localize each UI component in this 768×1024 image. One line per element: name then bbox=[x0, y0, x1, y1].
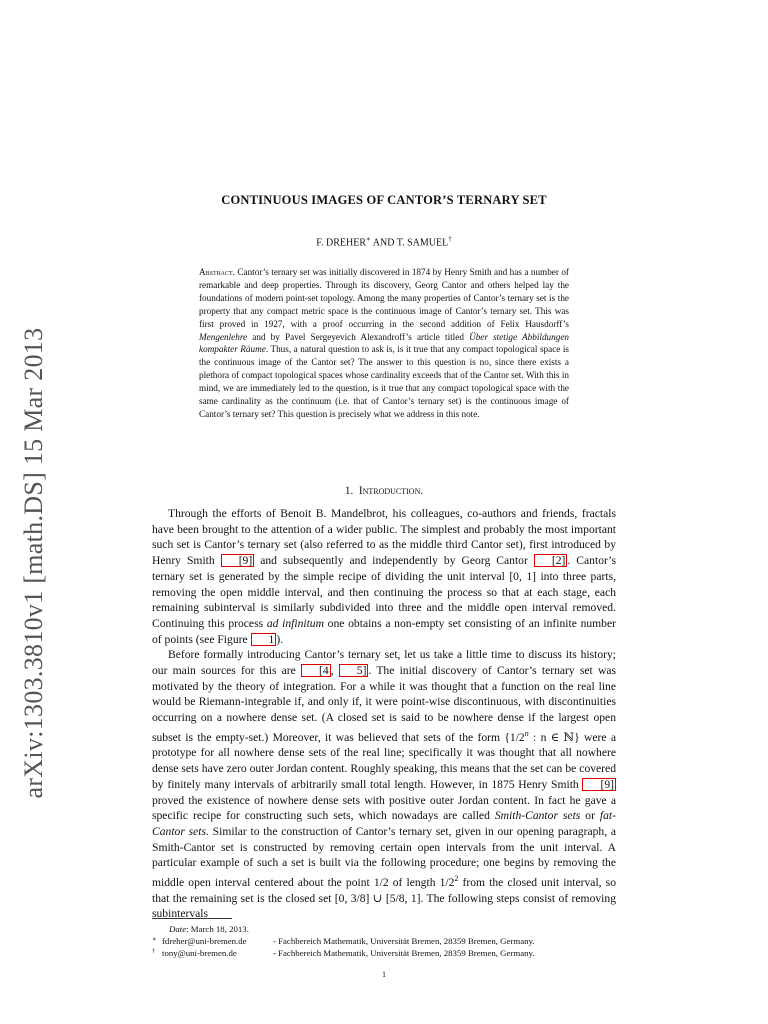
p2-text-c: : n ∈ ℕ} were a prototype for all nowhere dense sets of the real line; specifically it was thought that all nowhere dense sets have zero outer Jordan content. Roughly speaking, this means that the set can be covered by finitely many intervals of arbitrarily small total length. However, in 1875 Henry Smith bbox=[152, 730, 616, 791]
date-footnote bbox=[152, 923, 616, 935]
footnotes bbox=[152, 923, 616, 960]
author-mark-1: ∗ bbox=[366, 235, 371, 243]
p1-text-c: . Cantor’s ternary set is generated by the simple recipe of dividing the unit interval [0, 1] into three parts, removing the open middle interval, and then continuing the process so that at each stage, each remaining subinterval is similarly subdivided into three and the middle open interval removed. Continuing this process bbox=[152, 554, 617, 630]
introduction-body bbox=[152, 506, 616, 922]
abstract-mengenlehre: Mengenlehre bbox=[199, 331, 248, 342]
abstract-text-1: Cantor’s ternary set was initially discovered in 1874 by Henry Smith and has a number of remarkable and deep properties. Through its discovery, Georg Cantor and others helped lay the foundations of modern point-set topology. Among the many properties of Cantor’s ternary set is the property that any compact metric space is the continuous image of Cantor’s ternary set. This was first proved in 1927, with a proof occurring in the second addition of Felix Hausdorff’s bbox=[199, 267, 569, 329]
p2-citation-separator: , bbox=[330, 664, 339, 678]
footnote-mark-2: † bbox=[152, 948, 156, 956]
footnote-rule bbox=[152, 918, 232, 919]
email-dreher[interactable]: fdreher@uni-bremen.de bbox=[162, 936, 247, 947]
p1-text-b: and subsequently and independently by Georg Cantor bbox=[254, 554, 534, 568]
affiliation-dreher: - Fachbereich Mathematik, Universität Bremen, 28359 Bremen, Germany. bbox=[273, 936, 535, 947]
abstract-label: Abstract. bbox=[199, 267, 235, 277]
citation-link-2[interactable]: [2] bbox=[534, 554, 568, 567]
p2-or: or bbox=[580, 809, 600, 823]
p2-text-d: proved the existence of nowhere dense sets with positive outer Jordan content. In fact he gave a specific recipe for constructing such sets, which nowadays are called bbox=[152, 793, 616, 823]
citation-link-9[interactable]: [9] bbox=[221, 554, 255, 567]
author-connector: AND bbox=[370, 237, 397, 249]
p2-text-f: from the closed unit interval, so that the remaining set is the closed set [0, 3/8] ∪ [5/8, 1]. The following steps consist of removing subintervals bbox=[152, 875, 616, 921]
date-value: : March 18, 2013. bbox=[186, 924, 249, 934]
p2-fat-cantor-sets: fat-Cantor sets bbox=[152, 809, 616, 838]
citation-link-4[interactable]: [4 bbox=[301, 664, 331, 677]
footnote-dreher bbox=[152, 935, 616, 947]
paper-title: CONTINUOUS IMAGES OF CANTOR’S TERNARY SET bbox=[221, 193, 547, 207]
paragraph-2 bbox=[152, 647, 616, 922]
abstract-text-3: . Thus, a natural question to ask is, is it true that any compact topological space is the continuous image of the Cantor set? The answer to this question is no, since there exists a plethora of compact topological spaces whose cardinality exceeds that of the Cantor set. With this in mind, we are immediately led to the question, is it true that any compact topological space with the same cardinality as the continuum (i.e. that of Cantor’s ternary set) is the continuous image of Cantor’s ternary set? This question is precisely what we address in this note. bbox=[199, 344, 569, 419]
author-dreher: F. DREHER bbox=[316, 237, 367, 249]
arxiv-identifier-stamp: arXiv:1303.3810v1 [math.DS] 15 Mar 2013 bbox=[19, 327, 48, 799]
figure-link-1[interactable]: 1 bbox=[251, 633, 277, 646]
citation-link-5[interactable]: 5] bbox=[339, 664, 369, 677]
page-number: 1 bbox=[382, 970, 386, 979]
footnote-samuel bbox=[152, 947, 616, 959]
section-title: Introduction. bbox=[358, 485, 424, 497]
p1-text-d: one obtains a non-empty set consisting of an infinite number of points (see Figure bbox=[152, 616, 616, 646]
p2-text-e: . Similar to the construction of Cantor’s ternary set, given in our opening paragraph, a Smith-Cantor set is constructed by removing certain open intervals from the unit interval. A particular example of such a set is built via the following procedure; one begins by removing the middle open interval centered about the point 1/2 of length 1/2 bbox=[152, 824, 616, 889]
p1-text-e: ). bbox=[276, 632, 284, 646]
abstract bbox=[199, 266, 569, 421]
author-mark-2: † bbox=[448, 235, 452, 243]
citation-link-9b[interactable]: [9] bbox=[582, 778, 616, 791]
section-number: 1. bbox=[344, 485, 354, 497]
abstract-text-2: and by Pavel Sergeyevich Alexandroff’s article titled bbox=[247, 331, 470, 342]
date-label: Date bbox=[169, 924, 187, 934]
email-samuel[interactable]: tony@uni-bremen.de bbox=[162, 948, 237, 959]
p1-ad-infinitum: ad infinitum bbox=[266, 616, 324, 630]
section-heading-introduction bbox=[0, 485, 768, 497]
footnote-mark-1: ∗ bbox=[152, 936, 157, 944]
p2-text-a: Before formally introducing Cantor’s ternary set, let us take a little time to discuss its history; our main sources for this are bbox=[152, 648, 616, 678]
p2-superscript-n: n bbox=[524, 728, 529, 738]
author-samuel: T. SAMUEL bbox=[396, 237, 449, 249]
p2-superscript-2: 2 bbox=[454, 874, 459, 884]
abstract-article-title: Über stetige Abbildungen kompakter Räume bbox=[199, 331, 569, 355]
affiliation-samuel: - Fachbereich Mathematik, Universität Bremen, 28359 Bremen, Germany. bbox=[273, 948, 535, 959]
paragraph-1 bbox=[152, 506, 616, 647]
author-line bbox=[0, 235, 768, 248]
p2-smith-cantor-sets: Smith-Cantor sets bbox=[494, 809, 581, 823]
p2-text-b: . The initial discovery of Cantor’s ternary set was motivated by the theory of integration. For a while it was thought that a function on the real line would be Riemann-integrable if, and only if, it were point-wise discontinuous, with discontinuities occurring on a nowhere dense set. (A closed set is said to be nowhere dense if the largest open subset is the empty-set.) Moreover, it was believed that sets of the form {1/2 bbox=[152, 664, 616, 744]
p1-text-a: Through the efforts of Benoit B. Mandelbrot, his colleagues, co-authors and friends, fractals have been brought to the attention of a wider public. The simplest and probably the most important such set is Cantor’s ternary set (also referred to as the middle third Cantor set), first introduced by Henry Smith bbox=[152, 507, 616, 568]
